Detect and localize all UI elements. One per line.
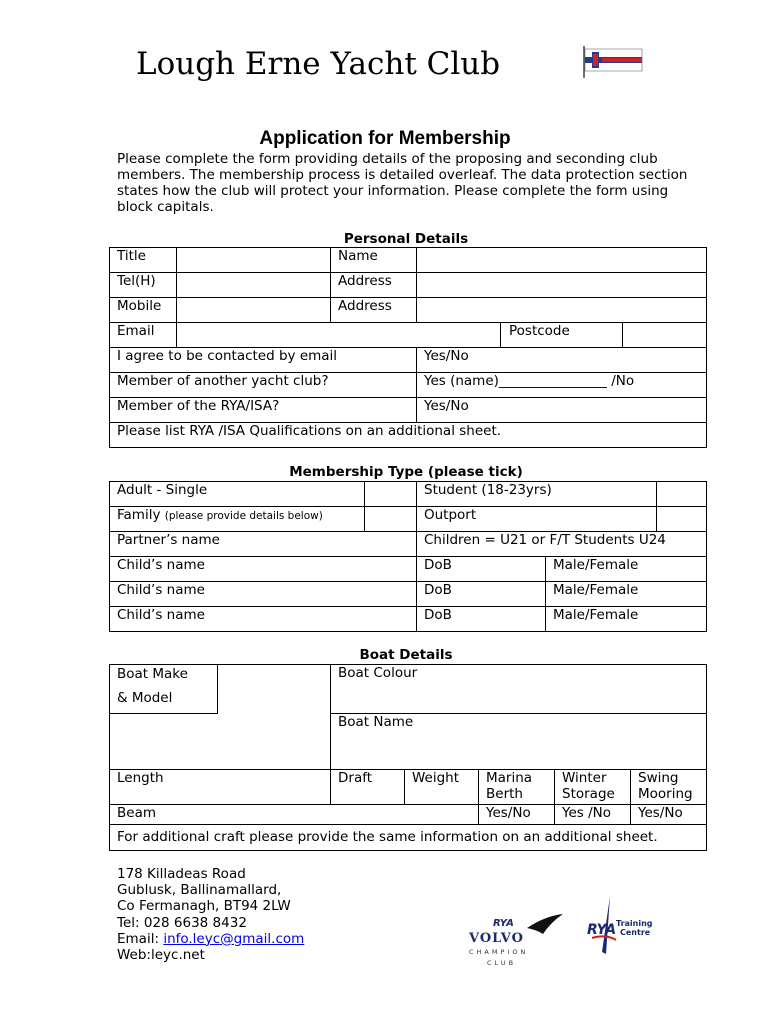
boat-model-label: & Model xyxy=(117,690,173,706)
child-3-gender-field[interactable]: Male/Female xyxy=(546,607,707,632)
address-label-2: Address xyxy=(331,298,417,323)
title-field[interactable] xyxy=(177,248,331,273)
tel-home-field[interactable] xyxy=(177,273,331,298)
boat-colour-field[interactable]: Boat Colour xyxy=(331,665,707,714)
marina-berth-line1: Marina xyxy=(486,770,533,786)
child-2-name-field[interactable]: Child’s name xyxy=(110,582,417,607)
family-label-text: Family xyxy=(117,507,161,523)
intro-text: Please complete the form providing details of the proposing and seconding club members. The membership process is detailed overleaf. The data protection section states how the club will protect your information. Please complete the form using block capitals. xyxy=(117,151,688,215)
child-1-name-field[interactable]: Child’s name xyxy=(110,557,417,582)
boat-details-table xyxy=(109,664,707,851)
child-1-gender-field[interactable]: Male/Female xyxy=(546,557,707,582)
marina-berth-line2: Berth xyxy=(486,786,523,802)
address-line-2: Gublusk, Ballinamallard, xyxy=(117,882,282,899)
boat-make-extra-space xyxy=(110,714,218,770)
winter-storage-label xyxy=(555,770,631,805)
burgee-flag-icon xyxy=(580,44,644,78)
outport-label: Outport xyxy=(417,507,657,532)
other-club-label: Member of another yacht club? xyxy=(110,373,417,398)
email-field[interactable] xyxy=(177,323,501,348)
email-prefix: Email: xyxy=(117,930,160,947)
volvo-brand-text: VOLVO xyxy=(469,931,524,946)
additional-craft-note: For additional craft please provide the same information on an additional sheet. xyxy=(110,825,707,851)
swing-mooring-line2: Mooring xyxy=(638,786,693,802)
personal-details-table xyxy=(109,247,707,448)
boat-make-model-label xyxy=(110,665,218,714)
child-2-gender-field[interactable]: Male/Female xyxy=(546,582,707,607)
tel-home-label: Tel(H) xyxy=(110,273,177,298)
name-field[interactable] xyxy=(417,248,707,273)
boat-name-field[interactable]: Boat Name xyxy=(331,714,707,770)
personal-details-heading: Personal Details xyxy=(343,231,469,247)
winter-storage-option[interactable]: Yes /No xyxy=(555,805,631,825)
rya-training-text: Training xyxy=(616,919,653,928)
rya-training-centre-logo xyxy=(586,894,656,956)
rya-qualifications-note: Please list RYA /ISA Qualifications on an additional sheet. xyxy=(110,423,707,448)
address-field-1[interactable] xyxy=(417,273,707,298)
adult-single-tickbox[interactable] xyxy=(365,482,417,507)
title-label: Title xyxy=(110,248,177,273)
rya-member-option[interactable]: Yes/No xyxy=(417,398,707,423)
family-tickbox[interactable] xyxy=(365,507,417,532)
email-label: Email xyxy=(110,323,177,348)
email-consent-option[interactable]: Yes/No xyxy=(417,348,707,373)
rya-member-label: Member of the RYA/ISA? xyxy=(110,398,417,423)
address-line-3: Co Fermanagh, BT94 2LW xyxy=(117,898,291,915)
email-link[interactable]: info.leyc@gmail.com xyxy=(163,930,305,947)
boat-make-field[interactable] xyxy=(218,665,331,770)
student-label: Student (18-23yrs) xyxy=(417,482,657,507)
volvo-club-text: CLUB xyxy=(487,959,517,967)
form-title: Application for Membership xyxy=(259,128,511,149)
membership-type-heading: Membership Type (please tick) xyxy=(289,464,523,480)
child-3-dob-field[interactable]: DoB xyxy=(417,607,546,632)
outport-tickbox[interactable] xyxy=(657,507,707,532)
marina-berth-option[interactable]: Yes/No xyxy=(479,805,555,825)
boat-length-field[interactable]: Length xyxy=(110,770,331,805)
swing-mooring-line1: Swing xyxy=(638,770,679,786)
swing-mooring-option[interactable]: Yes/No xyxy=(631,805,707,825)
swing-mooring-label xyxy=(631,770,707,805)
winter-storage-line2: Storage xyxy=(562,786,615,802)
boat-make-label: Boat Make xyxy=(117,666,188,682)
boat-weight-field[interactable]: Weight xyxy=(405,770,479,805)
rya-centre-text: Centre xyxy=(620,928,651,937)
boat-beam-field[interactable]: Beam xyxy=(110,805,479,825)
club-contact-block xyxy=(117,866,304,963)
membership-type-table xyxy=(109,481,707,632)
address-label: Address xyxy=(331,273,417,298)
name-label: Name xyxy=(331,248,417,273)
children-rule-note: Children = U21 or F/T Students U24 xyxy=(417,532,707,557)
mobile-field[interactable] xyxy=(177,298,331,323)
volvo-rya-text: RYA xyxy=(493,918,514,929)
telephone: Tel: 028 6638 8432 xyxy=(117,914,247,931)
boat-draft-field[interactable]: Draft xyxy=(331,770,405,805)
winter-storage-line1: Winter xyxy=(562,770,607,786)
volvo-champion-club-logo xyxy=(465,912,575,968)
club-name: Lough Erne Yacht Club xyxy=(136,46,501,82)
child-1-dob-field[interactable]: DoB xyxy=(417,557,546,582)
family-note: (please provide details below) xyxy=(164,510,323,522)
child-3-name-field[interactable]: Child’s name xyxy=(110,607,417,632)
adult-single-label: Adult - Single xyxy=(110,482,365,507)
address-field-2[interactable] xyxy=(417,298,707,323)
other-club-option[interactable]: Yes (name)________________ /No xyxy=(417,373,707,398)
mobile-label: Mobile xyxy=(110,298,177,323)
postcode-label: Postcode xyxy=(501,323,623,348)
boat-details-heading: Boat Details xyxy=(359,647,453,663)
child-2-dob-field[interactable]: DoB xyxy=(417,582,546,607)
partner-name-field[interactable]: Partner’s name xyxy=(110,532,417,557)
sail-swoosh-icon xyxy=(527,914,563,934)
address-line-1: 178 Killadeas Road xyxy=(117,866,246,882)
website: Web:leyc.net xyxy=(117,947,205,964)
postcode-field[interactable] xyxy=(623,323,707,348)
email-line xyxy=(117,931,304,947)
volvo-champion-text: CHAMPION xyxy=(469,948,529,956)
marina-berth-label xyxy=(479,770,555,805)
family-label xyxy=(110,507,365,532)
student-tickbox[interactable] xyxy=(657,482,707,507)
email-consent-label: I agree to be contacted by email xyxy=(110,348,417,373)
rya-mark-text: RYA xyxy=(587,922,617,938)
